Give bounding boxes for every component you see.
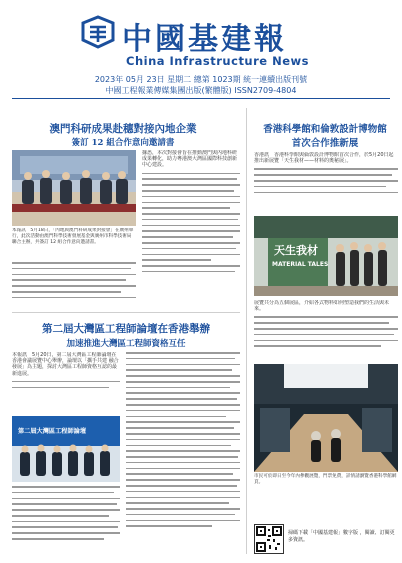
exhibition-sign-en: MATERIAL TALES: [272, 261, 329, 268]
article2-photo-caption: 展覽共分為五個展區，介紹各式物料如何塑造我們的生活與未來。: [254, 300, 390, 313]
publisher-info: 中國工程報業傳媒集團出版(繁體版) ISSN2709-4804: [105, 86, 297, 95]
column-divider: [246, 108, 247, 554]
article1-lead: 據悉，本次對接會旨在推動澳門與內地科研成果轉化，助力粵港澳大灣區國際科技創新中心建設。: [142, 150, 238, 169]
qr-code-label: 掃碼下載「中國基建報」數字版 ，閱讀、訂閱更多資訊。: [288, 530, 395, 543]
masthead: [0, 0, 402, 104]
article1-photo-caption: 本報訊 5月18日，「內地與澳門科研成果對接會」在廣州舉行，此次活動由澳門科學技術發展基金與廣州市科學技術局聯合主辦，共簽訂 12 組合作意向邀請書。: [12, 228, 134, 246]
article2-subheadline: 首次合作推新展: [291, 138, 359, 149]
masthead-divider: [12, 98, 390, 99]
article3-lead: 本報訊 5月20日，第二屆大灣區工程師論壇在香港會議展覽中心舉辦，論壇以「攜手共建 融合發展」為主題，探討大灣區工程師資格互認的最新進展。: [12, 352, 119, 377]
newspaper-title-english: China Infrastructure News: [126, 54, 309, 68]
article3-headline: 第二屆大灣區工程師論壇在香港舉辦: [42, 323, 210, 335]
newspaper-title: 中國基建報: [122, 22, 287, 57]
article1-body-right: [142, 150, 240, 306]
article-divider: [12, 312, 240, 313]
newspaper-logo-icon: [80, 14, 116, 50]
article3-body-left-bottom: [12, 486, 120, 554]
article2-bottom-caption: 市民可於即日至今年內參觀展覽，門票免費，詳情請瀏覽香港科學館網頁。: [254, 474, 397, 486]
qr-code-icon[interactable]: [254, 524, 284, 554]
article3-subheadline: 加速推進大灣區工程師資格互任: [66, 339, 186, 349]
article1-body-left: [12, 262, 136, 308]
article2-lead: 香港訊 香港科學館與倫敦設計博物館首次合作，於5月20日起推出新展覽「天生我材——材料的奧秘展」。: [254, 152, 394, 165]
issue-info: 2023年 05月 23日 星期二 總第 1023期 統一連續出版刊號: [94, 75, 308, 84]
article3-body-right: [126, 352, 240, 554]
article2-photo-gallery: [254, 364, 398, 472]
article1-headline: 澳門科研成果赴穗對接內地企業: [49, 123, 197, 135]
article1-photo: [12, 150, 136, 226]
forum-banner-text: 第二屆大灣區工程師論壇: [18, 428, 87, 435]
article3-photo: [12, 416, 120, 482]
article2-body-middle: [254, 300, 398, 360]
exhibition-sign-cn: 天生我材: [274, 244, 318, 257]
article2-headline: 香港科學館和倫敦設計博物館: [263, 124, 387, 135]
article2-photo-exhibition: [254, 216, 398, 296]
article3-body-left-top: [12, 352, 120, 414]
article2-body-top: [254, 152, 398, 212]
article1-subheadline: 簽訂 12 組合作意向邀請書: [71, 138, 175, 148]
